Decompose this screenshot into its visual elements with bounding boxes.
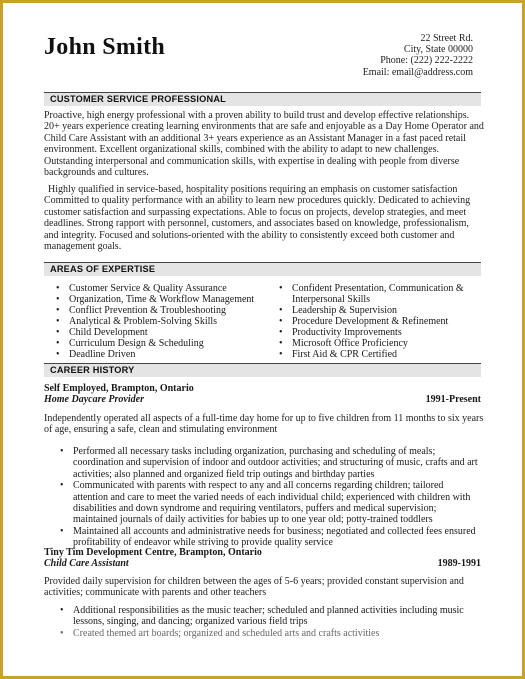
skill-item: • Productivity Improvements (279, 327, 484, 338)
summary-heading: CUSTOMER SERVICE PROFESSIONAL (44, 92, 481, 106)
skill-item: • Leadership & Supervision (279, 305, 484, 316)
list-item: • Additional responsibilities as the music teacher; scheduled and planned activities including music lessons, singing, and dancing; organized various field trips (60, 605, 480, 628)
email: Email: email@address.com (362, 66, 473, 78)
expertise-left-column (56, 283, 266, 360)
summary-paragraph-1: Proactive, high energy professional with a proven ability to build trust and develop effective relationships. 20+ years experience creating learning environments that are safe and enjoyable as a Day Home Operator and Child Care Assistant with an additional 3+ years experience as an Assistant Manager in a fast paced retail environment. Excellent organizational skills, combined with the ability to adapt to new challenges. Outstanding interpersonal and communication skills, with expertise in dealing with people from diverse backgrounds and cultures. (44, 110, 484, 179)
list-item: • Communicated with parents with respect to any and all concerns regarding children; tailored attention and care to meet the varied needs of each individual child; experienced with children with disabilities and down syndrome and requiring ventilators, puffers and medical supervision; maintained journals of daily activities for babies up to one year old; potty-trained toddlers (60, 480, 480, 526)
job-title: Child Care Assistant (44, 558, 129, 570)
list-item: • Performed all necessary tasks including organization, purchasing and scheduling of meals; coordination and supervision of indoor and outdoor activities; and structuring of music, crafts and art activities; also planned and organized field trip outings and birthday parties (60, 446, 480, 480)
job-dates: 1991-Present (425, 394, 481, 405)
expertise-right-column (279, 283, 484, 360)
skill-item: • Conflict Prevention & Troubleshooting (56, 305, 266, 316)
job-bullet-list (60, 605, 480, 639)
list-item: • Maintained all accounts and administrative needs for business; negotiated and collected fees ensured profitability of endeavor while striving to provide quality service (60, 526, 480, 549)
address-line-1: 22 Street Rd. (420, 33, 473, 44)
expertise-heading: AREAS OF EXPERTISE (44, 262, 481, 276)
skill-item: • Analytical & Problem-Solving Skills (56, 316, 266, 327)
skill-item: • First Aid & CPR Certified (279, 349, 484, 360)
job-header (44, 547, 481, 569)
skill-item: • Confident Presentation, Communication & Interpersonal Skills (279, 283, 484, 305)
skill-item: • Organization, Time & Workflow Management (56, 294, 266, 305)
job-description: Provided daily supervision for children between the ages of 5-6 years; provided constant supervision and activities; communicate with parents and other teachers (44, 576, 464, 599)
skill-item: • Child Development (56, 327, 266, 338)
job-title: Home Daycare Provider (44, 394, 144, 406)
career-heading: CAREER HISTORY (44, 363, 481, 377)
candidate-name: John Smith (44, 34, 166, 60)
employer: Tiny Tim Development Centre, Brampton, Ontario (44, 547, 262, 558)
contact-block (363, 33, 473, 78)
skill-item: • Curriculum Design & Scheduling (56, 338, 266, 349)
address-line-2: City, State 00000 (403, 44, 473, 56)
summary-paragraph-2: Highly qualified in service-based, hospitality positions requiring an emphasis on customer satisfaction Committed to quality performance with an ability to learn new procedures quickly. Dedicated to achieving customer satisfaction and surpassing expectations. Able to focus on projects, develop strategies, and meet deadlines. Strong rapport with personnel, customers, and associates based on knowledge, professionalism, and integrity. Focused and solutions-oriented with the ability to consistently exceed both customer and management goals. (44, 184, 471, 253)
phone: Phone: (222) 222-2222 (380, 55, 473, 67)
skill-item: • Microsoft Office Proficiency (279, 338, 484, 349)
employer: Self Employed, Brampton, Ontario (44, 383, 194, 394)
job-bullet-list (60, 446, 480, 549)
job-dates: 1989-1991 (437, 558, 481, 569)
job-header (44, 383, 481, 405)
skill-item: • Customer Service & Quality Assurance (56, 283, 266, 294)
skill-item: • Procedure Development & Refinement (279, 316, 484, 327)
list-item: • Created themed art boards; organized and scheduled arts and crafts activities (60, 628, 480, 639)
skill-item: • Deadline Driven (56, 349, 266, 360)
job-description: Independently operated all aspects of a full-time day home for up to five children from 11 months to six years of age, ensuring a safe, clean and stimulating environment (44, 413, 484, 436)
